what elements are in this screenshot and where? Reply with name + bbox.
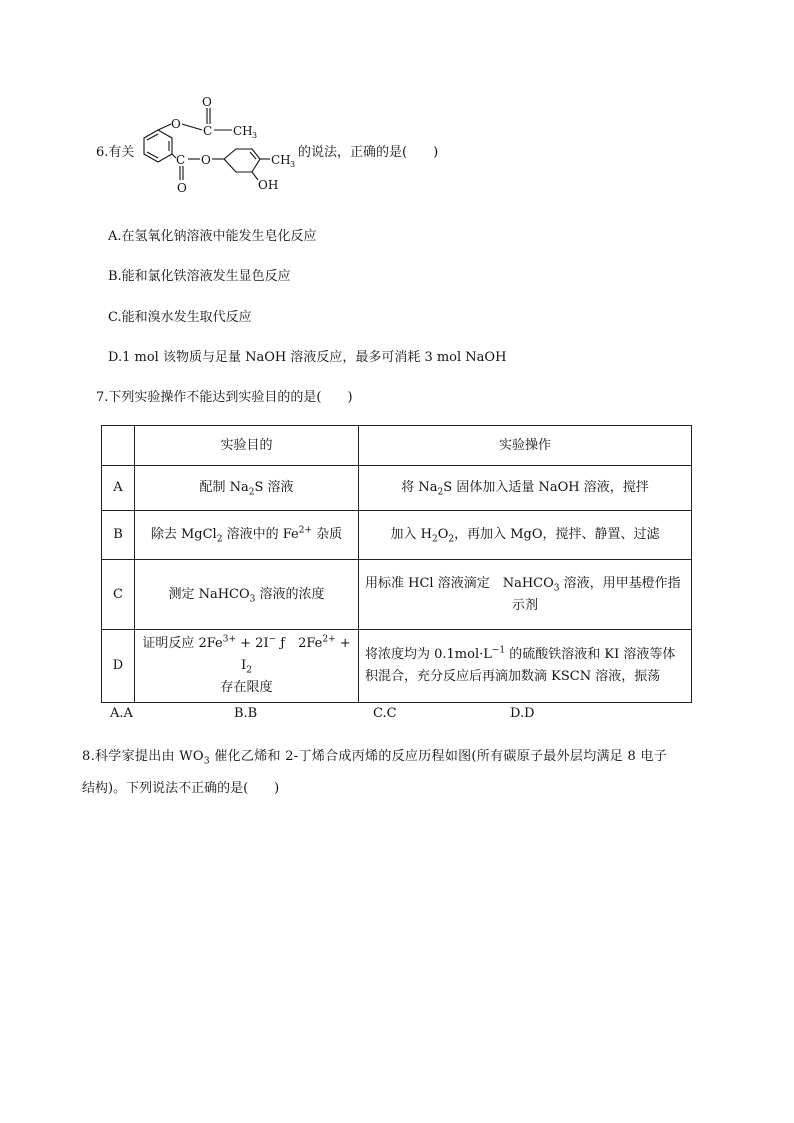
q7-stem: 7.下列实验操作不能达到实验目的的是( ) — [96, 390, 353, 405]
q7-experiment-table — [101, 425, 692, 703]
q6-ch3-top: CH — [233, 124, 253, 138]
q6-ch3-right: CH — [271, 153, 291, 167]
table-row — [102, 630, 692, 703]
q6-o-label-2: O — [171, 117, 181, 131]
table-row — [102, 560, 692, 630]
table-row — [102, 511, 692, 560]
q6-option-a: A.在氢氧化钠溶液中能发生皂化反应 — [108, 229, 317, 244]
q6-option-d: D.1 mol 该物质与足量 NaOH 溶液反应，最多可消耗 3 mol NaOH — [108, 350, 507, 365]
header-operation: 实验操作 — [359, 426, 692, 466]
table-row — [102, 466, 692, 511]
row-label: A — [102, 466, 135, 511]
table-header-row — [102, 426, 692, 466]
row-operation: 加入 $H_2O_2$，再加入 MgO，搅拌、静置、过滤 — [359, 511, 692, 560]
q7-choice-b: B.B — [234, 706, 258, 721]
q6-o-label-1: O — [202, 95, 212, 109]
q6-c-label-2: C — [176, 153, 186, 167]
q6-c-label-1: C — [203, 124, 213, 138]
header-purpose: 实验目的 — [135, 426, 359, 466]
q7-choice-a: A.A — [110, 706, 133, 721]
q7-choice-d: D.D — [510, 706, 535, 721]
row-purpose: 配制 $Na_2S$ 溶液 — [135, 466, 359, 511]
row-label: D — [102, 630, 135, 703]
q8-stem-line2: 结构)。下列说法不正确的是( ) — [82, 781, 280, 796]
q6-option-b: B.能和氯化铁溶液发生显色反应 — [108, 269, 291, 284]
q6-stem-suffix: 的说法，正确的是( ) — [298, 145, 439, 160]
row-purpose: 除去 MgCl$_2$ 溶液中的 $Fe^{2+}$ 杂质 — [135, 511, 359, 560]
row-label: C — [102, 560, 135, 630]
header-blank-cell — [102, 426, 135, 466]
q6-ch3-right-sub: 3 — [290, 160, 296, 169]
q6-oh-label: OH — [258, 178, 279, 192]
q6-o-label-3: O — [201, 153, 211, 167]
row-purpose: 测定 NaHCO$_3$ 溶液的浓度 — [135, 560, 359, 630]
q6-o-label-4: O — [177, 181, 187, 195]
row-operation: 将 $Na_2S$ 固体加入适量 NaOH 溶液，搅拌 — [359, 466, 692, 511]
row-purpose: 证明反应 $2Fe^{3+} + 2I^-$ ƒ $2Fe^{2+} + I_2$ 存在限度 — [135, 630, 359, 703]
q7-choice-c: C.C — [373, 706, 397, 721]
row-label: B — [102, 511, 135, 560]
row-operation: 用标准 HCl 溶液滴定 NaHCO$_3$ 溶液，用甲基橙作指 示剂 — [359, 560, 692, 630]
q6-stem-prefix: 6.有关 — [96, 145, 135, 160]
q6-ch3-top-sub: 3 — [252, 131, 258, 140]
q6-structure-diagram — [126, 94, 301, 204]
row-operation: 将浓度均为 $0.1mol\cdot L^{-1}$ 的硫酸铁溶液和 KI 溶液等体 积混合，充分反应后再滴加数滴 KSCN 溶液，振荡 — [359, 630, 692, 703]
q6-option-c: C.能和溴水发生取代反应 — [108, 310, 252, 325]
q8-stem-line1: 8.科学家提出由 $WO_3$ 催化乙烯和 2-丁烯合成丙烯的反应历程如图(所有碳原子最外层均满足 8 电子 — [82, 749, 668, 767]
